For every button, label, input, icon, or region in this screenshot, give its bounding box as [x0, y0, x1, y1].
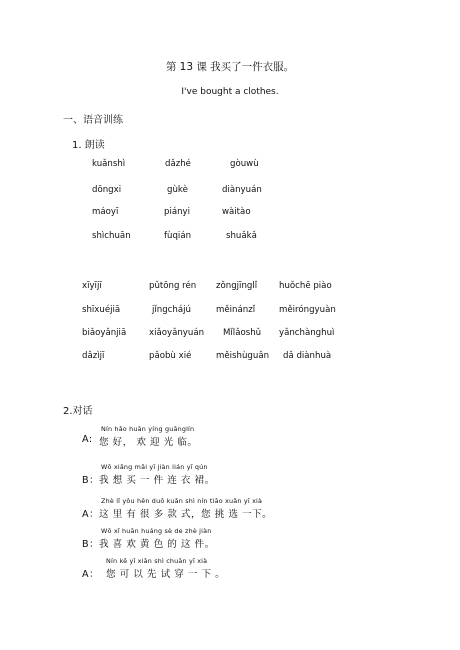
pinyin-word: dǎzhé [165, 159, 191, 169]
pinyin-word: měishùguǎn [216, 351, 270, 361]
pinyin-word: biǎoyǎnjiā [82, 328, 127, 338]
pinyin-word: zǒngjīnglǐ [216, 281, 258, 291]
section-heading-dialogue: 2.对话 [63, 406, 93, 417]
pinyin-word: pǔtōng rén [149, 281, 197, 291]
pinyin-word: piányi [164, 207, 191, 217]
pinyin-word: měinánzǐ [216, 305, 256, 315]
pinyin-word: diànyuán [222, 185, 262, 195]
pinyin-word: fùqián [164, 231, 192, 241]
dialogue-text: 我 想 买 一 件 连 衣 裙。 [99, 475, 215, 486]
dialogue-speaker: B： [82, 475, 100, 486]
pinyin-word: gùkè [167, 185, 188, 195]
pinyin-word: dǎ diànhuà [283, 351, 332, 361]
pinyin-word: shìchuān [92, 231, 131, 241]
dialogue-pinyin: Nín kě yǐ xiān shì chuān yī xià [106, 557, 208, 565]
dialogue-pinyin: Zhè lǐ yǒu hěn duō kuǎn shì nín tiāo xuǎn yī xià [101, 497, 263, 505]
dialogue-speaker: A： [82, 509, 100, 520]
sub-heading-read-aloud: 1. 朗读 [72, 140, 105, 151]
pinyin-word: jǐngchájú [152, 305, 191, 315]
pinyin-word: dōngxi [92, 185, 122, 195]
pinyin-word: shīxuéjiā [82, 305, 121, 315]
pinyin-word: dǎzìjī [82, 351, 105, 361]
dialogue-text: 这 里 有 很 多 款 式，您 挑 选 一下。 [99, 509, 273, 520]
dialogue-pinyin: Wǒ xǐ huān huáng sè de zhè jiàn [101, 527, 212, 535]
section-heading-pronunciation: 一、语音训练 [63, 115, 123, 126]
pinyin-word: gòuwù [230, 159, 259, 169]
pinyin-word: wàitào [222, 207, 251, 217]
lesson-subtitle: I've bought a clothes. [181, 87, 279, 97]
pinyin-word: xīyījī [82, 281, 102, 291]
dialogue-text: 我 喜 欢 黄 色 的 这 件。 [99, 539, 215, 550]
dialogue-speaker: B： [82, 539, 100, 550]
dialogue-text: 您 可 以 先 试 穿 一 下 。 [106, 569, 226, 580]
pinyin-word: máoyī [92, 207, 119, 217]
dialogue-speaker: A： [82, 569, 100, 580]
pinyin-word: měiróngyuàn [279, 305, 336, 315]
pinyin-word: huǒchē piào [279, 281, 332, 291]
pinyin-word: pǎobù xié [149, 351, 192, 361]
dialogue-pinyin: Wǒ xiǎng mǎi yī jiàn lián yī qún [101, 463, 208, 471]
dialogue-text: 您 好， 欢 迎 光 临。 [99, 437, 198, 448]
pinyin-word: shuǎkǎ [226, 231, 257, 241]
dialogue-pinyin: Nín hǎo huān yíng guānglín [101, 425, 195, 433]
pinyin-word: xiǎoyǎnyuán [149, 328, 205, 338]
pinyin-word: yǎnchànghuì [279, 328, 335, 338]
dialogue-speaker: A: [82, 434, 93, 445]
pinyin-word: Mǐlǎoshǔ [223, 328, 262, 338]
pinyin-word: kuǎnshì [92, 159, 126, 169]
lesson-title: 第 13 课 我买了一件衣服。 [165, 61, 295, 73]
